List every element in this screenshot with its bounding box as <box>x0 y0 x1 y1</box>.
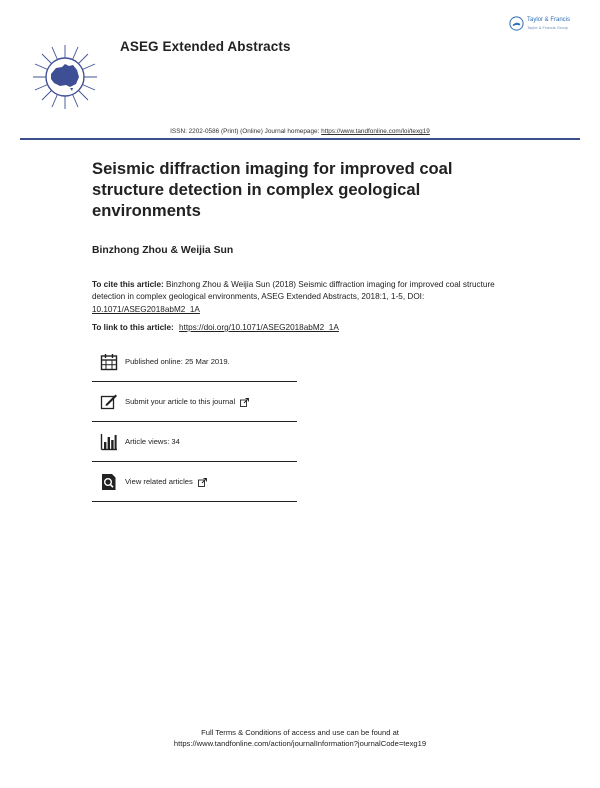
taylor-francis-logo[interactable] <box>509 16 570 31</box>
issn-text: ISSN: 2202-0586 (Print) (Online) Journal homepage: <box>170 128 320 135</box>
related-articles-row[interactable] <box>92 461 297 502</box>
article-authors: Binzhong Zhou & Weijia Sun <box>92 245 234 256</box>
submit-article-label: Submit your article to this journal <box>125 397 236 406</box>
journal-homepage-link[interactable]: https://www.tandfonline.com/loi/texg19 <box>321 128 430 135</box>
edit-icon <box>100 393 118 411</box>
published-online-label: Published online: 25 Mar 2019. <box>125 357 230 366</box>
external-link-icon <box>240 398 249 407</box>
footer <box>0 727 600 750</box>
aseg-star-logo <box>32 44 98 110</box>
citation-text: Binzhong Zhou & Weijia Sun (2018) Seismic diffraction imaging for improved coal structure detection in complex geological environments, ASEG Extended Abstracts, 2018:1, 1-5, DOI: <box>92 280 495 302</box>
article-link-line <box>92 323 339 332</box>
header-divider <box>20 138 580 140</box>
submit-article-row[interactable] <box>92 381 297 422</box>
external-link-icon <box>198 478 207 487</box>
taylor-francis-group: Taylor & Francis Group <box>527 24 568 30</box>
taylor-francis-name: Taylor & Francis <box>527 16 571 23</box>
related-articles-link[interactable] <box>125 477 207 487</box>
citation-doi-link[interactable]: 10.1071/ASEG2018abM2_1A <box>92 304 200 314</box>
footer-terms-text: Full Terms & Conditions of access and use can be found at <box>201 728 399 737</box>
article-views-label: Article views: 34 <box>125 437 180 446</box>
calendar-icon <box>100 353 118 371</box>
taylor-francis-lamp-icon <box>509 16 524 31</box>
citation-block <box>92 279 522 316</box>
published-online-row <box>92 341 297 382</box>
citation-label: To cite this article: <box>92 280 164 289</box>
article-link-label: To link to this article: <box>92 323 174 332</box>
submit-article-link[interactable] <box>125 397 249 407</box>
search-document-icon <box>100 473 118 491</box>
bar-chart-icon <box>100 433 118 451</box>
article-title: Seismic diffraction imaging for improved coal structure detection in complex geological environments <box>92 159 453 220</box>
journal-title: ASEG Extended Abstracts <box>120 39 291 54</box>
footer-terms-url[interactable]: https://www.tandfonline.com/action/journalInformation?journalCode=texg19 <box>173 739 427 749</box>
issn-line <box>0 128 600 135</box>
article-views-row <box>92 421 297 462</box>
related-articles-label: View related articles <box>125 477 193 486</box>
article-doi-url[interactable]: https://doi.org/10.1071/ASEG2018abM2_1A <box>179 323 339 332</box>
